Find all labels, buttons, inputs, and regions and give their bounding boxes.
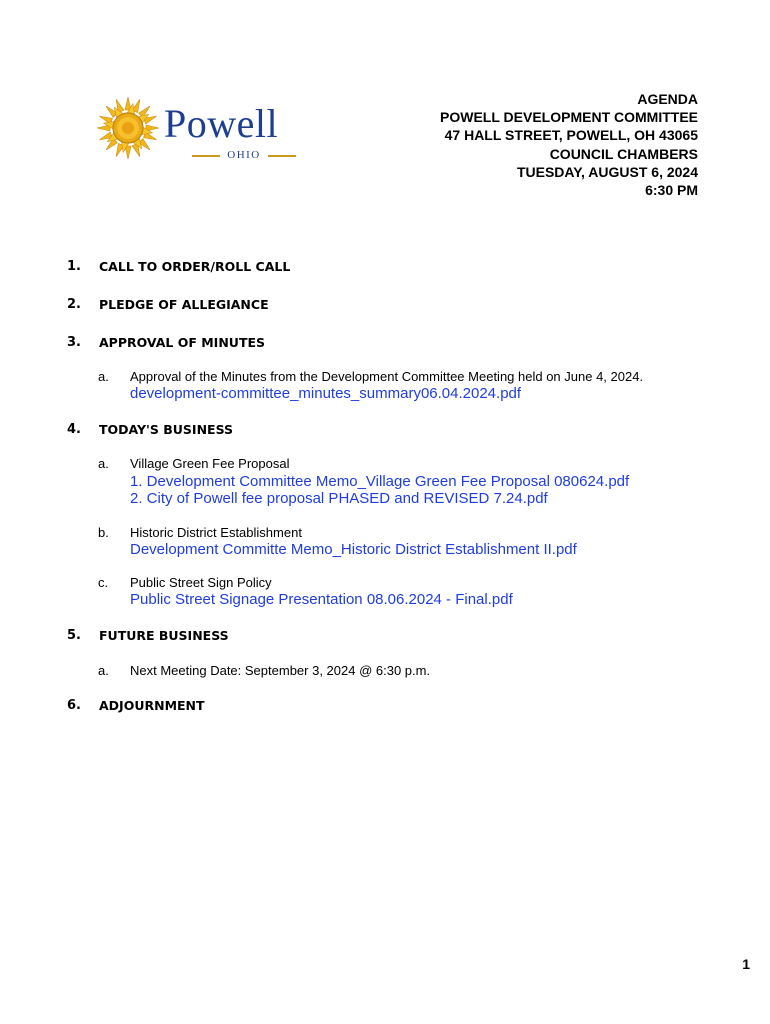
header-date: TUESDAY, AUGUST 6, 2024: [516, 163, 698, 180]
link-historic-district-memo-pdf[interactable]: Development Committe Memo_Historic District Establishment II.pdf: [130, 541, 577, 558]
link-street-signage-presentation-pdf[interactable]: Public Street Signage Presentation 08.06.2024 - Final.pdf: [130, 591, 513, 608]
page-number: 1: [742, 956, 750, 972]
item-letter: a.: [98, 369, 109, 384]
powell-logo: [96, 96, 326, 166]
logo-rule-right: [268, 155, 296, 157]
item-letter: a.: [98, 456, 109, 471]
section-number: 6.: [67, 698, 81, 713]
logo-wordmark: Powell: [164, 101, 279, 146]
section-number: 4.: [67, 422, 81, 437]
sun-icon: [96, 96, 160, 160]
item-letter: b.: [98, 525, 109, 540]
header-address: 47 HALL STREET, POWELL, OH 43065: [444, 127, 698, 144]
link-village-green-memo-pdf[interactable]: 1. Development Committee Memo_Village Green Fee Proposal 080624.pdf: [130, 473, 630, 490]
item-letter: a.: [98, 663, 109, 678]
section-title-adjournment: ADJOURNMENT: [99, 698, 205, 713]
section-number: 2.: [67, 297, 81, 312]
section-title-future-business: FUTURE BUSINESS: [99, 628, 229, 643]
link-minutes-summary-pdf[interactable]: development-committee_minutes_summary06.04.2024.pdf: [130, 385, 522, 402]
logo-subtitle: [192, 148, 296, 162]
header-location: COUNCIL CHAMBERS: [549, 145, 698, 162]
item-text-street-sign-policy: Public Street Sign Policy: [130, 575, 272, 590]
section-number: 1.: [67, 259, 81, 274]
agenda-header: [440, 90, 698, 199]
item-text-approval-minutes: Approval of the Minutes from the Development Committee Meeting held on June 4, 2024.: [130, 369, 644, 384]
section-title-approval-of-minutes: APPROVAL OF MINUTES: [99, 335, 266, 350]
link-fee-proposal-pdf[interactable]: 2. City of Powell fee proposal PHASED and REVISED 7.24.pdf: [130, 490, 548, 507]
header-committee: POWELL DEVELOPMENT COMMITTEE: [440, 109, 698, 126]
header-title: AGENDA: [637, 91, 698, 107]
item-letter: c.: [98, 575, 109, 590]
section-number: 3.: [67, 335, 81, 350]
logo-subtitle-text: OHIO: [227, 149, 261, 161]
section-title-todays-business: TODAY'S BUSINESS: [99, 422, 234, 437]
logo-rule-left: [192, 155, 220, 157]
section-title-pledge: PLEDGE OF ALLEGIANCE: [99, 297, 269, 312]
item-text-historic-district: Historic District Establishment: [130, 525, 302, 540]
item-text-next-meeting: Next Meeting Date: September 3, 2024 @ 6:30 p.m.: [130, 663, 431, 678]
item-text-village-green: Village Green Fee Proposal: [130, 456, 290, 471]
section-title-call-to-order: CALL TO ORDER/ROLL CALL: [99, 259, 291, 274]
header-time: 6:30 PM: [645, 182, 698, 199]
section-number: 5.: [67, 628, 81, 643]
